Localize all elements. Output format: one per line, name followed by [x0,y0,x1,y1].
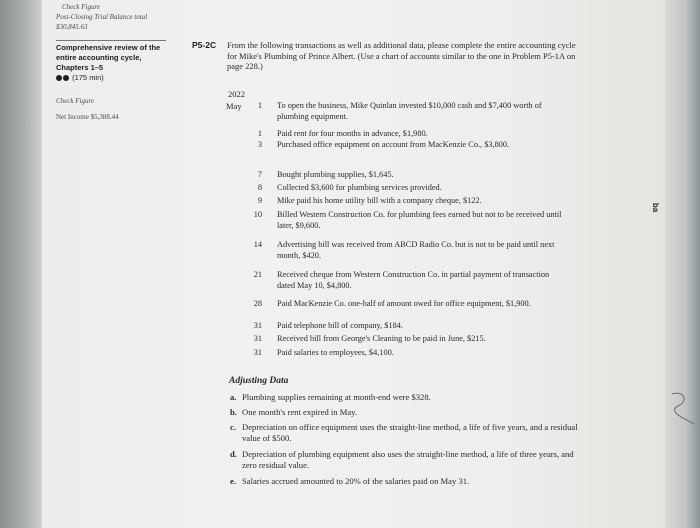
transaction-day: 3 [257,140,262,149]
transaction-day: 31 [253,334,262,343]
transaction-description: Collected $3,600 for plumbing services provided. [277,183,442,192]
transaction-description: Paid MacKenzie Co. one-half of amount owed for office equipment, $1,900. [277,299,531,308]
chapter-review-box [56,40,176,83]
transaction-description: Paid rent for four months in advance, $1,980. [277,129,428,138]
transaction-day: 7 [257,170,262,179]
adjusting-text: One month's rent expired in May. [242,407,358,417]
time-estimate [56,73,176,83]
adjusting-data-heading: Adjusting Data [229,376,289,386]
transaction-description: Advertising bill was received from ABCD Radio Co. but is not to be paid until next month, $420. [277,240,555,260]
adjusting-text: Salaries accrued amounted to 20% of the salaries paid on May 31. [242,476,470,486]
transaction-month: May [226,101,242,111]
problem-number: P5-2C [192,40,217,50]
adjusting-letter: c. [230,422,236,432]
transaction-description: Paid telephone bill of company, $184. [277,321,403,330]
page-edge [665,0,700,528]
difficulty-dot-icon [63,75,69,81]
net-income-check [56,96,119,122]
transaction-description: Purchased office equipment on account from MacKenzie Co., $3,800. [277,140,510,149]
difficulty-dot-icon [56,75,62,81]
box-rule [56,40,166,41]
transaction-day: 31 [253,348,262,357]
adjusting-letter: e. [230,476,236,486]
problem-intro: From the following transactions as well as additional data, please complete the entire accounting cycle for Mike's Plumbing of Prince Albert. (Use a chart of accounts similar to the one in Problem P5-1A on page 228.) [227,40,576,71]
transaction-description: To open the business, Mike Quinlan invested $10,000 cash and $7,400 worth of plumbing equipment. [277,101,542,121]
transaction-day: 14 [253,240,262,249]
transaction-day: 10 [253,210,262,219]
transaction-description: Mike paid his home utility bill with a company cheque, $122. [277,196,482,205]
adjusting-letter: b. [230,407,237,417]
transaction-description: Bought plumbing supplies, $1,645. [277,170,394,179]
check-figure-heading: Check Figure [62,3,101,11]
transaction-year: 2022 [228,89,245,99]
box-line-3: Chapters 1–5 [56,63,104,72]
post-closing-value: $30,845.63 [56,23,88,31]
transaction-day: 28 [253,299,262,308]
transaction-description: Received cheque from Western Construction Co. in partial payment of transaction dated May 10, $4,800. [277,270,550,290]
check-figure-label: Check Figure [56,97,95,105]
adjusting-letter: d. [230,449,237,459]
adjusting-text: Plumbing supplies remaining at month-end were $328. [242,392,431,402]
page-binding-shadow [0,0,42,528]
chapter-tab: ba [651,202,661,213]
transaction-day: 8 [257,183,262,192]
post-closing-label: Post-Closing Trial Balance total [56,13,148,21]
transaction-day: 1 [257,101,262,110]
adjusting-text: Depreciation of plumbing equipment also uses the straight-line method, a life of three years, and zero residual value. [242,449,574,470]
net-income-value: Net Income $5,388.44 [56,113,119,121]
box-line-1: Comprehensive review of the [56,43,161,52]
transaction-description: Received bill from George's Cleaning to be paid in June, $215. [277,334,486,343]
transaction-day: 21 [253,270,262,279]
transaction-day: 31 [253,321,262,330]
transaction-day: 1 [257,129,262,138]
adjusting-text: Depreciation on office equipment uses the straight-line method, a life of five years, and a residual value of $500. [242,422,578,443]
box-line-2: entire accounting cycle, [56,53,142,62]
adjusting-letter: a. [230,392,237,402]
time-text: (175 min) [72,73,104,82]
transaction-day: 9 [257,196,262,205]
transaction-description: Paid salaries to employees, $4,100. [277,348,394,357]
transaction-description: Billed Western Construction Co. for plumbing fees earned but not to be received until later, $9,600. [277,210,562,230]
pen-scribble-icon [668,388,698,428]
